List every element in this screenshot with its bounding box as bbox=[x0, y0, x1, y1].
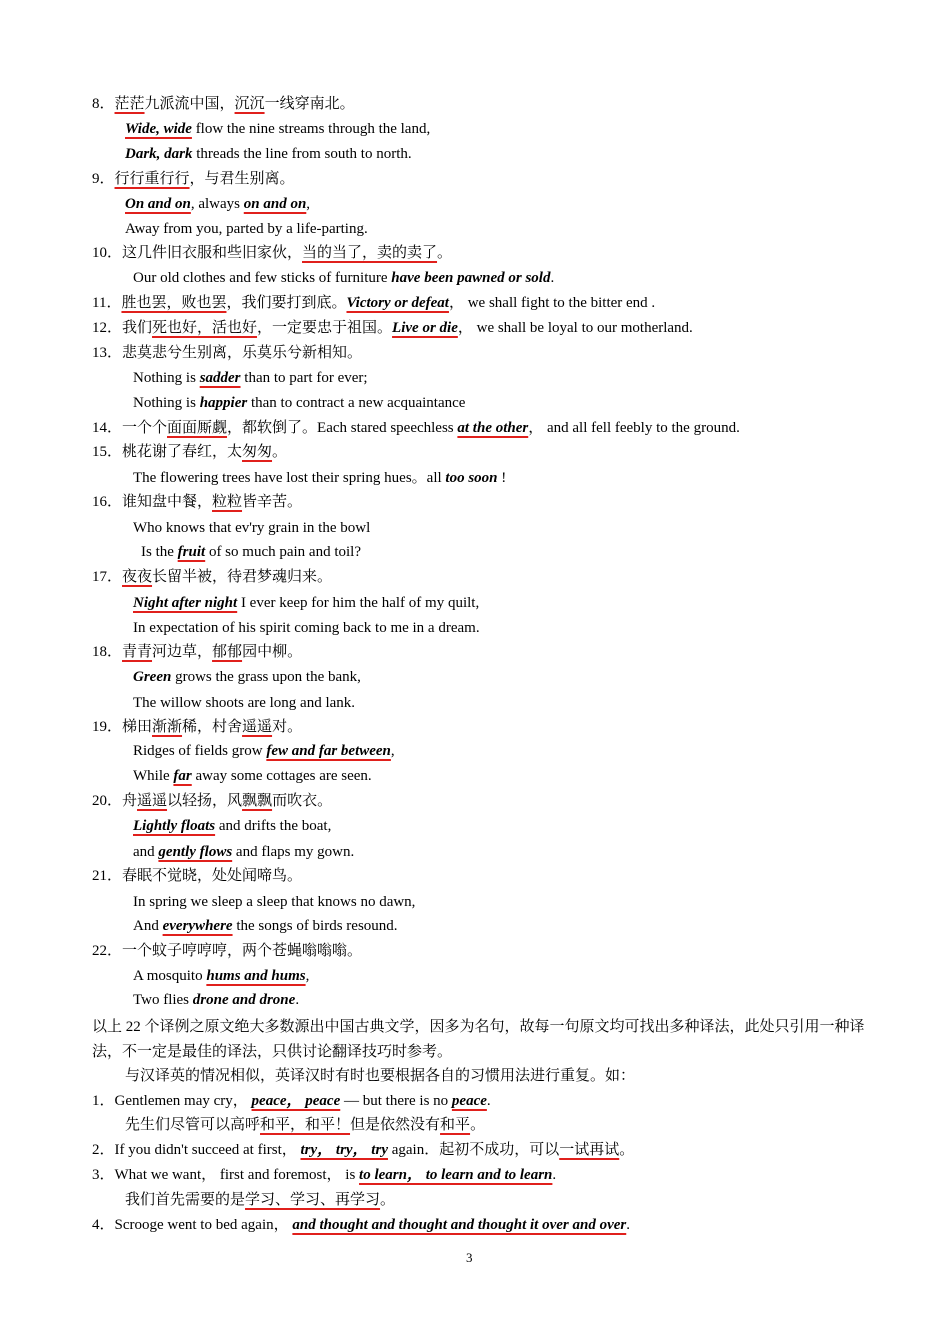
underlined-phrase: 茫茫 bbox=[114, 96, 145, 112]
text-line bbox=[125, 1115, 485, 1135]
text-run: 我们首先需要的是 bbox=[125, 1192, 246, 1208]
underlined-phrase: 和平，和平！ bbox=[260, 1117, 351, 1133]
text-line bbox=[125, 144, 412, 164]
text-line bbox=[92, 293, 655, 313]
underlined-phrase: peace bbox=[451, 1093, 487, 1109]
text-run: , bbox=[390, 743, 395, 759]
text-line bbox=[133, 468, 506, 488]
text-run: 9． bbox=[92, 171, 115, 187]
text-run: and bbox=[133, 844, 159, 860]
text-run: I ever keep for him the half of my quilt, bbox=[237, 595, 480, 611]
text-run: grows the grass upon the bank, bbox=[171, 669, 361, 685]
underlined-phrase: 青青 bbox=[122, 644, 153, 660]
text-run: A mosquito bbox=[133, 968, 207, 984]
text-line bbox=[125, 1066, 635, 1086]
text-run: Nothing is bbox=[133, 370, 200, 386]
text-run: Ridges of fields grow bbox=[133, 743, 267, 759]
text-run: 19．梯田 bbox=[92, 719, 153, 735]
text-run: 。 bbox=[380, 1192, 396, 1208]
underlined-phrase: 渐渐 bbox=[152, 719, 183, 735]
text-line bbox=[92, 1215, 630, 1235]
text-run: 河边草， bbox=[152, 644, 213, 660]
text-line bbox=[133, 816, 331, 836]
text-line bbox=[133, 842, 354, 862]
text-run: and flaps my gown. bbox=[232, 844, 355, 860]
text-run: than to part for ever; bbox=[240, 370, 368, 386]
text-line bbox=[92, 442, 287, 462]
underlined-phrase: 粒粒 bbox=[212, 494, 243, 510]
underlined-phrase: fruit bbox=[177, 544, 206, 560]
underlined-phrase: 面面厮觑 bbox=[167, 420, 228, 436]
text-run: 。 bbox=[272, 444, 288, 460]
underlined-phrase: 当的当了，卖的卖了 bbox=[302, 245, 438, 261]
text-run: . bbox=[626, 1217, 630, 1233]
underlined-phrase: Live or die bbox=[392, 320, 458, 336]
text-run: 长留半被，待君梦魂归来。 bbox=[152, 569, 333, 585]
text-run: 8． bbox=[92, 96, 115, 112]
text-run: 22．一个蚊子哼哼哼，两个苍蝇嗡嗡嗡。 bbox=[92, 943, 363, 959]
text-run: too soon bbox=[445, 470, 498, 486]
text-run: In spring we sleep a sleep that knows no dawn, bbox=[133, 894, 416, 910]
text-run: And bbox=[133, 918, 163, 934]
underlined-phrase: few and far between bbox=[266, 743, 391, 759]
underlined-phrase: everywhere bbox=[162, 918, 233, 934]
underlined-phrase: 遥遥 bbox=[242, 719, 273, 735]
text-run: Is the bbox=[141, 544, 178, 560]
underlined-phrase: Wide, wide bbox=[125, 121, 192, 137]
underlined-phrase: 郁郁 bbox=[212, 644, 243, 660]
text-run: 2．If you didn't succeed at first， bbox=[92, 1142, 301, 1158]
text-line bbox=[125, 194, 310, 214]
text-run: 14．一个个 bbox=[92, 420, 168, 436]
text-run: away some cottages are seen. bbox=[191, 768, 372, 784]
text-run: 以上 22 个译例之原文绝大多数源出中国古典文学，因多为名句，故每一句原文均可找出多种译法，此处只引用一种译法，不一定是最佳的译法，只供讨论翻译技巧时参考。 bbox=[92, 1019, 865, 1060]
text-run: Dark, dark bbox=[125, 146, 193, 162]
text-run: 16．谁知盘中餐， bbox=[92, 494, 213, 510]
text-run: The willow shoots are long and lank. bbox=[133, 695, 356, 711]
text-line bbox=[133, 916, 398, 936]
text-run: . bbox=[550, 270, 555, 286]
text-run: Two flies bbox=[133, 992, 193, 1008]
text-run: ， we shall fight to the bitter end . bbox=[448, 295, 656, 311]
text-run: happier bbox=[199, 395, 248, 411]
underlined-phrase: sadder bbox=[199, 370, 241, 386]
text-run: 。 bbox=[437, 245, 453, 261]
text-run: 13．悲莫悲兮生别离，乐莫乐兮新相知。 bbox=[92, 345, 363, 361]
text-run: . bbox=[486, 1093, 491, 1109]
text-run: While bbox=[133, 768, 174, 784]
text-run: again．起初不成功，可以 bbox=[387, 1142, 560, 1158]
underlined-phrase: far bbox=[173, 768, 192, 784]
text-run: 。 bbox=[619, 1142, 635, 1158]
text-run: 园中柳。 bbox=[242, 644, 303, 660]
underlined-phrase: 死也好，活也好 bbox=[152, 320, 258, 336]
underlined-phrase: 学习、学习、再学习 bbox=[245, 1192, 381, 1208]
text-line bbox=[92, 567, 332, 587]
text-line bbox=[125, 1190, 395, 1210]
text-run: 3．What we want， first and foremost， is bbox=[92, 1167, 360, 1183]
underlined-phrase: 沉沉 bbox=[234, 96, 265, 112]
text-line bbox=[92, 418, 740, 438]
text-run: 4．Scrooge went to bed again， bbox=[92, 1217, 293, 1233]
text-run: ， we shall be loyal to our motherland. bbox=[457, 320, 693, 336]
underlined-phrase: 一试再试 bbox=[559, 1142, 620, 1158]
text-line bbox=[92, 243, 452, 263]
text-line bbox=[125, 219, 368, 239]
text-run: Green bbox=[133, 669, 172, 685]
text-run: , bbox=[306, 196, 311, 212]
underlined-phrase: hums and hums bbox=[206, 968, 306, 984]
underlined-phrase: and thought and thought and thought it over and over bbox=[292, 1217, 627, 1233]
text-run: 九派流中国， bbox=[144, 96, 235, 112]
underlined-phrase: On and on bbox=[125, 196, 191, 212]
underlined-phrase: 胜也罢，败也罢 bbox=[121, 295, 227, 311]
text-line bbox=[92, 941, 362, 961]
text-line bbox=[125, 119, 430, 139]
text-run: ，都软倒了。Each stared speechless bbox=[227, 420, 458, 436]
text-run: drone and drone bbox=[192, 992, 296, 1008]
underlined-phrase: to learn， to learn and to learn bbox=[359, 1167, 553, 1183]
text-line bbox=[133, 593, 479, 613]
text-run: The flowering trees have lost their spring hues。all bbox=[133, 470, 446, 486]
text-run: 以轻扬，风 bbox=[167, 793, 243, 809]
text-line bbox=[92, 492, 302, 512]
text-run: 11． bbox=[92, 295, 122, 311]
underlined-phrase: Night after night bbox=[133, 595, 238, 611]
underlined-phrase: try， try， try bbox=[300, 1142, 388, 1158]
text-run: ， and all fell feebly to the ground. bbox=[528, 420, 740, 436]
text-run: 15．桃花谢了春红，太 bbox=[92, 444, 243, 460]
text-line bbox=[133, 667, 361, 687]
text-run: Away from you, parted by a life-parting. bbox=[125, 221, 368, 237]
text-line bbox=[141, 542, 361, 562]
text-run: 先生们尽管可以高呼 bbox=[125, 1117, 261, 1133]
text-run: ，我们要打到底。 bbox=[226, 295, 347, 311]
text-run: 但是依然没有 bbox=[350, 1117, 441, 1133]
underlined-phrase: 夜夜 bbox=[122, 569, 153, 585]
text-line bbox=[92, 318, 693, 338]
text-run: , bbox=[305, 968, 310, 984]
underlined-phrase: at the other bbox=[457, 420, 529, 436]
underlined-phrase: Victory or defeat bbox=[346, 295, 449, 311]
text-run: flow the nine streams through the land, bbox=[191, 121, 431, 137]
text-run: ，一定要忠于祖国。 bbox=[257, 320, 393, 336]
text-run: . bbox=[552, 1167, 557, 1183]
text-run: . bbox=[295, 992, 300, 1008]
text-run: have been pawned or sold bbox=[391, 270, 551, 286]
text-line bbox=[92, 1140, 634, 1160]
text-line bbox=[92, 343, 362, 363]
text-run: Nothing is bbox=[133, 395, 200, 411]
text-line bbox=[92, 1165, 556, 1185]
text-line bbox=[92, 791, 332, 811]
underlined-phrase: 行行重行行 bbox=[114, 171, 190, 187]
text-line bbox=[92, 1091, 491, 1111]
text-line bbox=[133, 693, 355, 713]
text-line bbox=[133, 368, 368, 388]
text-run: — but there is no bbox=[340, 1093, 452, 1109]
text-line bbox=[133, 618, 480, 638]
underlined-phrase: 和平 bbox=[440, 1117, 471, 1133]
text-run: 17． bbox=[92, 569, 123, 585]
text-line bbox=[92, 1015, 872, 1065]
text-run: 皆辛苦。 bbox=[242, 494, 303, 510]
text-run: ! bbox=[497, 470, 507, 486]
text-run: threads the line from south to north. bbox=[192, 146, 412, 162]
text-line bbox=[92, 866, 302, 886]
text-run: 一线穿南北。 bbox=[264, 96, 355, 112]
text-line bbox=[133, 518, 370, 538]
text-line bbox=[133, 741, 395, 761]
text-run: of so much pain and toil? bbox=[205, 544, 361, 560]
text-run: 对。 bbox=[272, 719, 303, 735]
underlined-phrase: peace， peace bbox=[251, 1093, 341, 1109]
page-number: 3 bbox=[466, 1250, 473, 1265]
text-run: 1．Gentlemen may cry， bbox=[92, 1093, 252, 1109]
text-run: 21．春眠不觉晓，处处闻啼鸟。 bbox=[92, 868, 303, 884]
text-line bbox=[92, 717, 302, 737]
text-line bbox=[133, 892, 415, 912]
text-run: 稀，村舍 bbox=[182, 719, 243, 735]
text-line bbox=[133, 990, 299, 1010]
text-run: 12．我们 bbox=[92, 320, 153, 336]
text-run: than to contract a new acquaintance bbox=[247, 395, 466, 411]
underlined-phrase: 遥遥 bbox=[137, 793, 168, 809]
underlined-phrase: Lightly floats bbox=[133, 818, 216, 834]
text-run: In expectation of his spirit coming back to me in a dream. bbox=[133, 620, 480, 636]
text-run: 与汉译英的情况相似，英译汉时有时也要根据各自的习惯用法进行重复。如： bbox=[125, 1068, 636, 1084]
underlined-phrase: 飘飘 bbox=[242, 793, 273, 809]
text-run: Who knows that ev'ry grain in the bowl bbox=[133, 520, 371, 536]
text-line bbox=[133, 966, 309, 986]
text-line bbox=[133, 393, 465, 413]
text-line bbox=[92, 642, 302, 662]
text-run: and drifts the boat, bbox=[215, 818, 332, 834]
text-run: ，与君生别离。 bbox=[189, 171, 295, 187]
underlined-phrase: on and on bbox=[243, 196, 307, 212]
text-run: , always bbox=[190, 196, 244, 212]
text-line bbox=[92, 169, 295, 189]
text-run: 20．舟 bbox=[92, 793, 138, 809]
text-run: the songs of birds resound. bbox=[232, 918, 398, 934]
text-run: 18． bbox=[92, 644, 123, 660]
text-run: 而吹衣。 bbox=[272, 793, 333, 809]
text-run: 10．这几件旧衣服和些旧家伙， bbox=[92, 245, 303, 261]
underlined-phrase: gently flows bbox=[158, 844, 233, 860]
text-line bbox=[133, 766, 372, 786]
text-line bbox=[92, 94, 355, 114]
text-run: 。 bbox=[470, 1117, 486, 1133]
underlined-phrase: 匆匆 bbox=[242, 444, 273, 460]
text-run: Our old clothes and few sticks of furniture bbox=[133, 270, 392, 286]
text-line bbox=[133, 268, 554, 288]
